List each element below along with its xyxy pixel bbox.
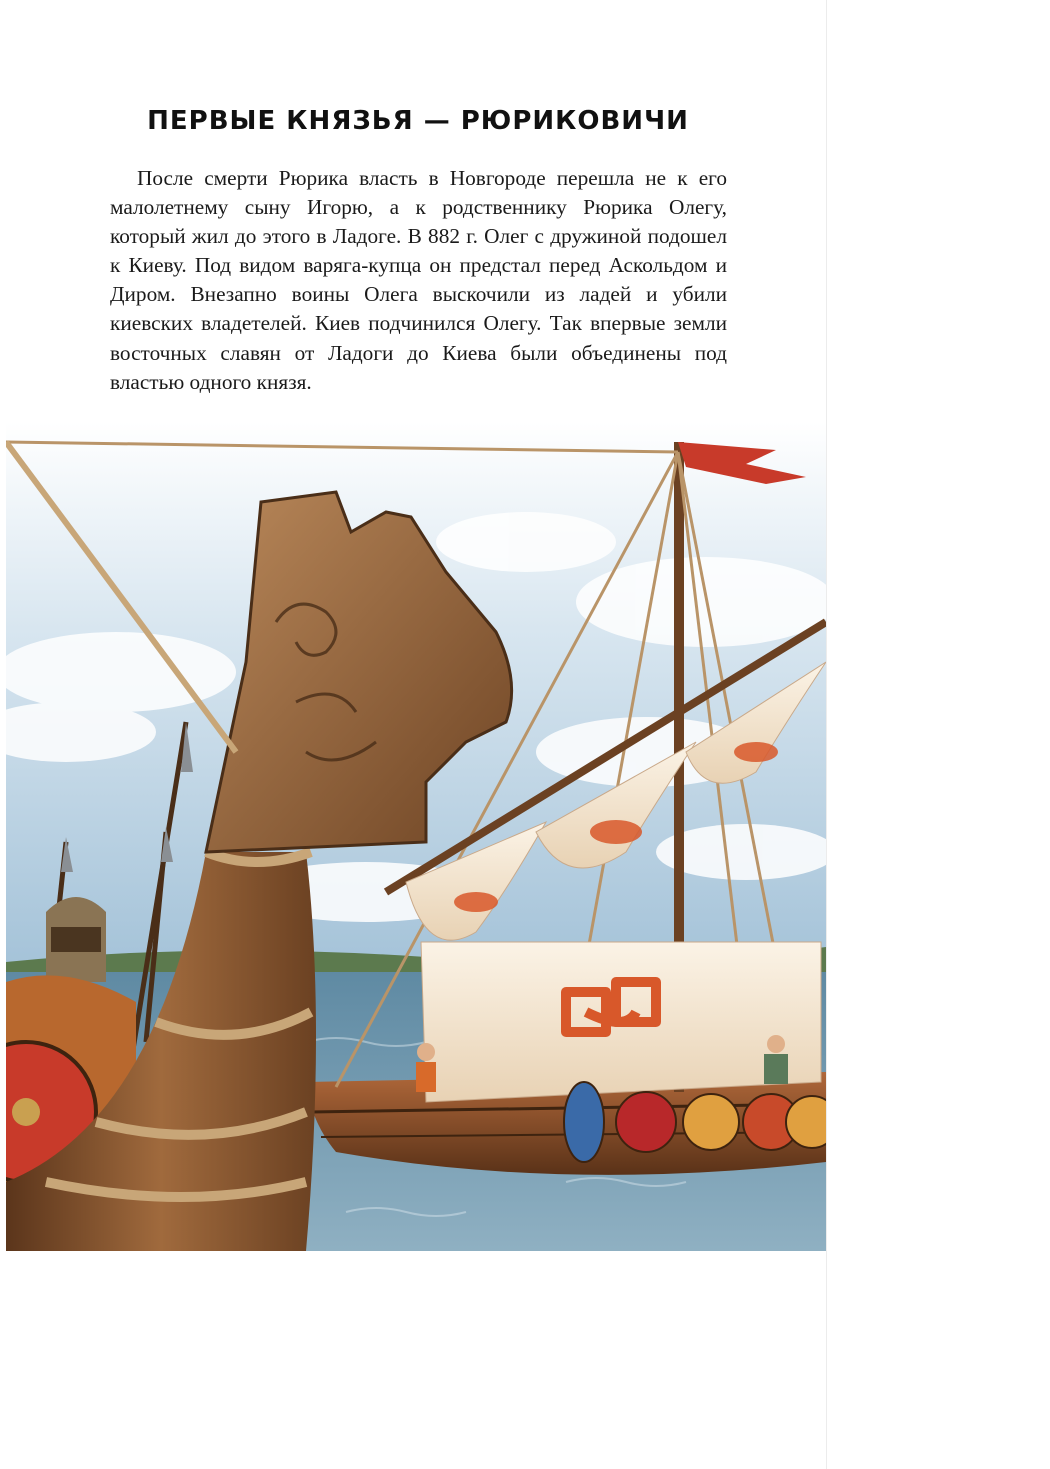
page-title: ПЕРВЫЕ КНЯЗЬЯ — РЮРИКОВИЧИ	[147, 106, 689, 136]
body-paragraph: После смерти Рюрика власть в Новгороде перешла не к его малолетнему сыну Игорю, а к родственнику Рюрика Олегу, который жил до этого в Ладоге. В 882 г. Олег с дружиной подошел к Киеву. Под видом варяга-купца он предстал перед Аскольдом и Диром. Внезапно воины Олега выскочили из ладей и убили киевских владетелей. Киев подчинился Олегу. Так впервые земли восточных славян от Ладоги до Киева были объединены под властью одного князя.	[110, 166, 727, 394]
longships-illustration	[6, 422, 826, 1251]
